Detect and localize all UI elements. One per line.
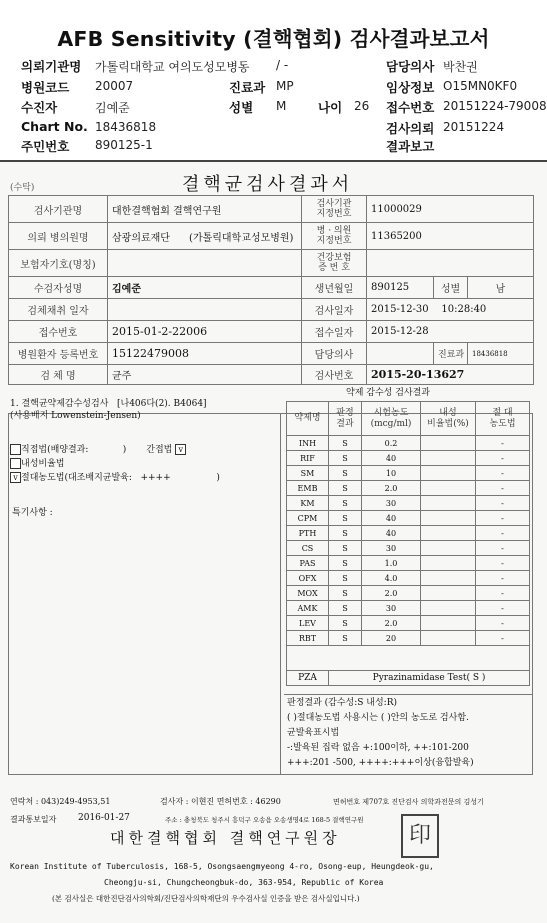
drug-name: LEV bbox=[287, 616, 329, 631]
result-divider bbox=[280, 413, 281, 775]
drug-row bbox=[287, 556, 530, 571]
control-growth-value: ++++ bbox=[140, 473, 171, 483]
drug-table-title: 약제 감수성 검사결과 bbox=[346, 388, 430, 398]
cell-label: 접수번호 bbox=[9, 321, 108, 343]
cell-value: 890125 bbox=[367, 277, 434, 299]
drug-name: PTH bbox=[287, 526, 329, 541]
age-value: 26 bbox=[354, 99, 370, 113]
cell-value bbox=[108, 223, 302, 250]
requester-value: 가톨릭대학교 여의도성모병동 bbox=[95, 60, 250, 74]
value-main: 삼광의료재단 bbox=[112, 232, 170, 244]
drug-result: S bbox=[329, 616, 362, 631]
table-row bbox=[9, 299, 534, 321]
consignment-stamp: (수탁) bbox=[10, 183, 35, 193]
report-label: 결과보고 bbox=[386, 139, 435, 154]
drug-name: RBT bbox=[287, 631, 329, 646]
drug-concentration: 2.0 bbox=[362, 586, 421, 601]
chart-value: 18436818 bbox=[95, 120, 157, 134]
cell-label: 병원환자 등록번호 bbox=[9, 343, 108, 365]
drug-proportion bbox=[421, 541, 476, 556]
doc-title: 결핵균검사결과서 bbox=[182, 174, 354, 195]
cell-label bbox=[302, 250, 367, 277]
header-concentration: 시험농도 (mcg/ml) bbox=[362, 402, 421, 436]
drug-name: MOX bbox=[287, 586, 329, 601]
pza-label: PZA bbox=[287, 671, 329, 686]
drug-row bbox=[287, 451, 530, 466]
proportion-method-row bbox=[10, 457, 220, 471]
tester-info: 검사자 : 이현진 면허번호 : 46290 bbox=[160, 797, 281, 806]
drug-name: RIF bbox=[287, 451, 329, 466]
drug-table-header bbox=[287, 402, 530, 436]
official-seal: 印 bbox=[401, 814, 439, 858]
drug-concentration: 1.0 bbox=[362, 556, 421, 571]
table-row bbox=[9, 343, 534, 365]
cell-label: 보험자기호(명칭) bbox=[9, 250, 108, 277]
absolute-method-checkbox[interactable]: v bbox=[10, 472, 21, 483]
drug-name: OFX bbox=[287, 571, 329, 586]
info-table bbox=[8, 195, 534, 385]
drug-absolute: - bbox=[476, 466, 530, 481]
label-line: 병 · 의원 bbox=[316, 226, 352, 236]
header-drug: 약제명 bbox=[287, 402, 329, 436]
page-title: AFB Sensitivity (결핵협회) 검사결과보고서 bbox=[57, 27, 490, 51]
drug-absolute: - bbox=[476, 496, 530, 511]
drug-name: INH bbox=[287, 436, 329, 451]
hospital-code-value: 20007 bbox=[95, 79, 134, 93]
drug-row bbox=[287, 586, 530, 601]
judgement-line: 균발육표시법 bbox=[287, 728, 340, 738]
table-row bbox=[9, 223, 534, 250]
cell-value: 남 bbox=[468, 277, 534, 299]
drug-name: SM bbox=[287, 466, 329, 481]
direct-method-label: 직접법(배양결과: bbox=[21, 445, 89, 455]
cell-label: 생년월일 bbox=[302, 277, 367, 299]
drug-absolute: - bbox=[476, 631, 530, 646]
drug-proportion bbox=[421, 496, 476, 511]
judgement-line: ( )절대농도법 사용시는 ( )안의 농도로 검사함. bbox=[287, 713, 469, 723]
cell-value: 11365200 bbox=[367, 223, 534, 250]
header-absolute: 절 대 농도법 bbox=[476, 402, 530, 436]
contact-number: 연락처 : 043)249-4953,51 bbox=[10, 797, 111, 806]
organization-address-en-2: Cheongju-si, Chungcheongbuk-do, 363-954, Republic of Korea bbox=[104, 878, 384, 887]
drug-absolute: - bbox=[476, 511, 530, 526]
patient-label: 수진자 bbox=[21, 100, 58, 115]
cell-value: 대한결핵협회 결핵연구원 bbox=[108, 196, 302, 223]
judgement-line: +++:201 -500, ++++:+++이상(융합발육) bbox=[287, 758, 474, 768]
direct-method-close: ) bbox=[122, 445, 127, 455]
cell-label: 담당의사 bbox=[302, 343, 367, 365]
header-proportion: 내성 비율법(%) bbox=[421, 402, 476, 436]
direct-method-checkbox[interactable] bbox=[10, 444, 21, 455]
drug-proportion bbox=[421, 631, 476, 646]
drug-absolute: - bbox=[476, 481, 530, 496]
drug-proportion bbox=[421, 451, 476, 466]
ssn-label: 주민번호 bbox=[21, 139, 70, 154]
cell-value: 2015-20-13627 bbox=[367, 365, 534, 385]
drug-result: S bbox=[329, 541, 362, 556]
cell-label: 의뢰 병의원명 bbox=[9, 223, 108, 250]
dept-label: 진료과 bbox=[229, 80, 266, 95]
doctor-value: 박찬권 bbox=[443, 60, 478, 74]
ssn-value: 890125-1 bbox=[95, 138, 153, 152]
drug-proportion bbox=[421, 436, 476, 451]
drug-result: S bbox=[329, 631, 362, 646]
header-result: 판정 결과 bbox=[329, 402, 362, 436]
proportion-method-checkbox[interactable] bbox=[10, 458, 21, 469]
drug-result: S bbox=[329, 436, 362, 451]
reception-value: 20151224-79008 bbox=[443, 99, 547, 113]
address-kr: 주소 : 충청북도 청주시 흥덕구 오송읍 오송생명4로 168-5 결핵연구원 bbox=[165, 816, 364, 824]
label-line: 검사기관 bbox=[316, 199, 352, 209]
drug-proportion bbox=[421, 511, 476, 526]
certification-note: (본 검사실은 대한진단검사의학회/진단검사의학재단의 우수검사실 인증을 받은 검사실입니다.) bbox=[52, 894, 360, 903]
drug-absolute: - bbox=[476, 601, 530, 616]
drug-name: PAS bbox=[287, 556, 329, 571]
drug-name: CS bbox=[287, 541, 329, 556]
cell-value: 균주 bbox=[108, 365, 302, 385]
license-info: 면허번호 제707호 진단검사 의학과전문의 김성기 bbox=[333, 798, 484, 806]
drug-row bbox=[287, 511, 530, 526]
cell-label: 수검자성명 bbox=[9, 277, 108, 299]
drug-absolute: - bbox=[476, 436, 530, 451]
cell-value bbox=[108, 250, 302, 277]
cell-label: 성별 bbox=[434, 277, 468, 299]
special-notes-label: 특기사항 : bbox=[12, 508, 53, 518]
age-label: 나이 bbox=[318, 100, 343, 115]
drug-proportion bbox=[421, 601, 476, 616]
method-checkboxes bbox=[10, 443, 220, 485]
sex-value: M bbox=[276, 99, 287, 113]
cell-label: 검사일자 bbox=[302, 299, 367, 321]
cell-label: 검사기관명 bbox=[9, 196, 108, 223]
label-line: 지정번호 bbox=[316, 209, 352, 219]
drug-absolute: - bbox=[476, 541, 530, 556]
drug-row bbox=[287, 631, 530, 646]
test-item: 1. 결핵균약제감수성검사 bbox=[10, 399, 109, 409]
request-date-value: 20151224 bbox=[443, 120, 505, 134]
drug-row bbox=[287, 526, 530, 541]
label-line: 건강보험 bbox=[316, 253, 352, 263]
drug-result: S bbox=[329, 571, 362, 586]
dept-value: MP bbox=[276, 79, 294, 93]
drug-proportion bbox=[421, 556, 476, 571]
requester-label: 의뢰기관명 bbox=[21, 59, 82, 74]
drug-concentration: 2.0 bbox=[362, 481, 421, 496]
drug-concentration: 30 bbox=[362, 541, 421, 556]
cell-value: 18436818 bbox=[468, 343, 534, 365]
drug-proportion bbox=[421, 571, 476, 586]
doctor-label: 담당의사 bbox=[386, 59, 435, 74]
spacer-cell bbox=[287, 646, 530, 671]
drug-rows bbox=[287, 436, 530, 646]
drug-proportion bbox=[421, 586, 476, 601]
drug-concentration: 10 bbox=[362, 466, 421, 481]
label-line: 증 번 호 bbox=[318, 263, 350, 273]
drug-name: CPM bbox=[287, 511, 329, 526]
drug-concentration: 30 bbox=[362, 601, 421, 616]
table-row bbox=[9, 277, 534, 299]
drug-concentration: 40 bbox=[362, 511, 421, 526]
drug-result: S bbox=[329, 466, 362, 481]
drug-row bbox=[287, 481, 530, 496]
cell-value: 2015-12-28 bbox=[367, 321, 534, 343]
table-row bbox=[9, 196, 534, 223]
drug-table-spacer bbox=[287, 646, 530, 671]
drug-proportion bbox=[421, 616, 476, 631]
drug-name: EMB bbox=[287, 481, 329, 496]
pza-value: Pyrazinamidase Test( S ) bbox=[329, 671, 530, 686]
drug-concentration: 2.0 bbox=[362, 616, 421, 631]
drug-result: S bbox=[329, 496, 362, 511]
test-method-section bbox=[10, 398, 207, 422]
cell-label: 진료과 bbox=[434, 343, 468, 365]
cell-value bbox=[367, 343, 434, 365]
cell-label bbox=[302, 196, 367, 223]
drug-absolute: - bbox=[476, 556, 530, 571]
cell-label: 검사번호 bbox=[302, 365, 367, 385]
cell-label: 검 체 명 bbox=[9, 365, 108, 385]
drug-row bbox=[287, 466, 530, 481]
value-sub: 10:28:40 bbox=[441, 304, 487, 315]
cell-value: 2015-01-2-22006 bbox=[108, 321, 302, 343]
drug-absolute: - bbox=[476, 526, 530, 541]
label-line: 지정번호 bbox=[316, 236, 352, 246]
drug-absolute: - bbox=[476, 616, 530, 631]
value-main: 2015-12-30 bbox=[371, 304, 429, 315]
drug-row bbox=[287, 571, 530, 586]
drug-result: S bbox=[329, 586, 362, 601]
sex-label: 성별 bbox=[229, 100, 254, 115]
cell-value bbox=[367, 250, 534, 277]
direct-method-row bbox=[10, 443, 220, 457]
table-row bbox=[9, 250, 534, 277]
drug-row bbox=[287, 436, 530, 451]
report-date: 2016-01-27 bbox=[78, 813, 130, 823]
judgement-line: 판정결과 (감수성:S 내성:R) bbox=[287, 698, 397, 708]
request-date-label: 검사의뢰 bbox=[386, 121, 435, 136]
drug-row bbox=[287, 601, 530, 616]
clinical-value: O15MN0KF0 bbox=[443, 79, 518, 93]
hospital-code-label: 병원코드 bbox=[21, 80, 70, 95]
reception-label: 접수번호 bbox=[386, 100, 435, 115]
scanned-report bbox=[0, 160, 547, 923]
cell-label bbox=[302, 223, 367, 250]
drug-absolute: - bbox=[476, 451, 530, 466]
drug-result: S bbox=[329, 556, 362, 571]
test-code: [나406다(2). B4064] bbox=[116, 399, 207, 409]
table-row bbox=[9, 365, 534, 385]
drug-concentration: 4.0 bbox=[362, 571, 421, 586]
value-sub: (가톨릭대학교성모병원) bbox=[189, 232, 294, 244]
drug-result: S bbox=[329, 511, 362, 526]
drug-result: S bbox=[329, 481, 362, 496]
table-row bbox=[9, 321, 534, 343]
cell-value bbox=[367, 299, 534, 321]
drug-result: S bbox=[329, 601, 362, 616]
drug-result: S bbox=[329, 526, 362, 541]
absolute-method-row bbox=[10, 471, 220, 485]
clinical-label: 임상정보 bbox=[386, 80, 435, 95]
absolute-method-label: 절대농도법(대조배지균발육: bbox=[21, 473, 132, 483]
indirect-method-label: 간접법 bbox=[146, 445, 173, 455]
report-date-label: 결과통보일자 bbox=[10, 815, 57, 824]
absolute-method-close: ) bbox=[216, 473, 220, 483]
drug-proportion bbox=[421, 466, 476, 481]
drug-concentration: 40 bbox=[362, 451, 421, 466]
drug-row bbox=[287, 541, 530, 556]
requester-extra: / - bbox=[276, 58, 289, 72]
cell-value: 11000029 bbox=[367, 196, 534, 223]
proportion-method-label: 내성비율법 bbox=[21, 459, 65, 469]
cell-label: 접수일자 bbox=[302, 321, 367, 343]
cell-value: 15122479008 bbox=[108, 343, 302, 365]
drug-concentration: 20 bbox=[362, 631, 421, 646]
drug-result: S bbox=[329, 451, 362, 466]
indirect-method-checkbox[interactable]: v bbox=[175, 444, 186, 455]
drug-table bbox=[286, 401, 530, 686]
drug-concentration: 30 bbox=[362, 496, 421, 511]
cell-value: 김예준 bbox=[108, 277, 302, 299]
drug-proportion bbox=[421, 481, 476, 496]
drug-name: AMK bbox=[287, 601, 329, 616]
drug-concentration: 0.2 bbox=[362, 436, 421, 451]
drug-absolute: - bbox=[476, 571, 530, 586]
organization-address-en: Korean Institute of Tuberculosis, 168-5, Osongsaengmyeong 4-ro, Osong-eup, Heungdeok-gu, bbox=[10, 862, 434, 871]
drug-row bbox=[287, 496, 530, 511]
drug-absolute: - bbox=[476, 586, 530, 601]
culture-medium: (사용배지 Lowenstein-Jensen) bbox=[10, 411, 141, 421]
drug-concentration: 40 bbox=[362, 526, 421, 541]
judgement-line: -:발육된 집락 없음 +:100이하, ++:101-200 bbox=[287, 743, 469, 753]
drug-row bbox=[287, 616, 530, 631]
patient-value: 김예준 bbox=[95, 101, 130, 115]
drug-name: KM bbox=[287, 496, 329, 511]
organization-name: 대한결핵협회 결핵연구원장 bbox=[110, 829, 341, 847]
chart-label: Chart No. bbox=[21, 119, 88, 134]
cell-label: 검체채취 일자 bbox=[9, 299, 108, 321]
pza-row bbox=[287, 671, 530, 686]
drug-proportion bbox=[421, 526, 476, 541]
cell-value bbox=[108, 299, 302, 321]
judgement-notes bbox=[284, 694, 533, 772]
